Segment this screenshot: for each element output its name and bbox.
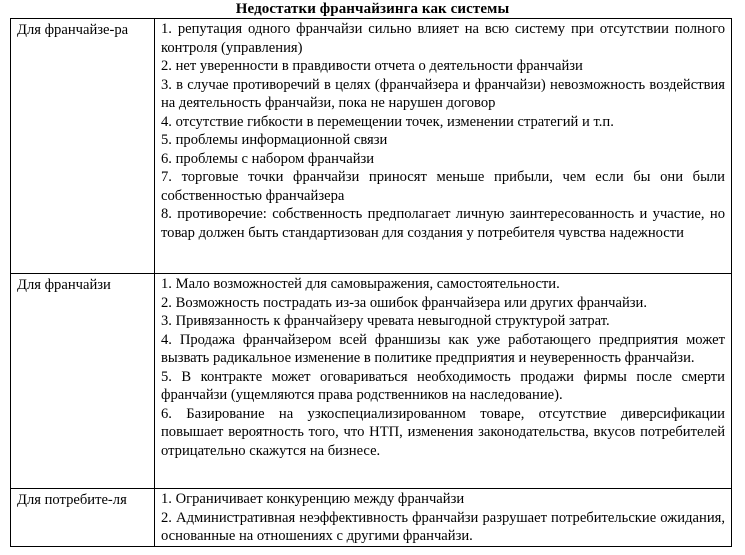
- list-item: 5. В контракте может оговариваться необходимость продажи фирмы после смерти франчайзи (ущемляются права родственников на наследование).: [161, 368, 725, 403]
- items-cell: [155, 489, 732, 547]
- list-item: 1. репутация одного франчайзи сильно влияет на всю систему при отсутствии полного контроля (управления): [161, 21, 725, 56]
- list-item: 4. Продажа франчайзером всей франшизы как уже работающего предприятия может вызвать радикальное изменение в политике предприятия и неуверенность франчайзи.: [161, 331, 725, 366]
- list-item: 8. противоречие: собственность предполагает личную заинтересованность и участие, но товар должен быть стандартизован для создания у потребителя чувства надежности: [161, 206, 725, 241]
- table-title: Недостатки франчайзинга как системы: [235, 1, 510, 17]
- list-item: 1. Мало возможностей для самовыражения, самостоятельности.: [161, 276, 560, 292]
- category-label-consumer: Для потребите-ля: [17, 492, 127, 508]
- list-item: 2. Возможность пострадать из-за ошибок франчайзера или других франчайзи.: [161, 294, 648, 311]
- list-item: 2. Административная неэффективность франчайзи разрушает потребительские ожидания, основанные на отношениях с другими франчайзи.: [161, 509, 725, 544]
- list-item: 3. Привязанность к франчайзеру чревата невыгодной структурой затрат.: [161, 313, 610, 329]
- list-item: 7. торговые точки франчайзи приносят меньше прибыли, чем если бы они были собственностью франчайзера: [161, 169, 725, 204]
- table-row-consumer: [11, 489, 732, 547]
- category-label-franchisee: Для франчайзи: [17, 277, 111, 293]
- list-item: 3. в случае противоречий в целях (франчайзера и франчайзи) невозможность воздействия на деятельность франчайзи, пока не нарушен договор: [161, 76, 725, 111]
- category-cell: [11, 19, 155, 274]
- list-item: 6. Базирование на узкоспециализированном товаре, отсутствие диверсификации повышает вероятность того, что НТП, изменения законодательства, вкусов потребителей отрицательно скажутся на бизнесе.: [161, 405, 725, 459]
- table-row-franchisee: [11, 274, 732, 489]
- list-item: 2. нет уверенности в правдивости отчета о деятельности франчайзи: [161, 58, 583, 74]
- list-item: 4. отсутствие гибкости в перемещении точек, изменении стратегий и т.п.: [161, 113, 614, 130]
- list-item: 1. Ограничивает конкуренцию между франчайзи: [161, 491, 465, 507]
- list-item: 6. проблемы с набором франчайзи: [161, 150, 375, 167]
- items-cell: [155, 19, 732, 274]
- list-item: 5. проблемы информационной связи: [161, 132, 388, 148]
- items-cell: [155, 274, 732, 489]
- category-cell: [11, 274, 155, 489]
- category-label-franchisor: Для франчайзе-ра: [17, 22, 129, 38]
- table-row-franchisor: [11, 19, 732, 274]
- category-cell: [11, 489, 155, 547]
- disadvantages-table: [10, 18, 732, 547]
